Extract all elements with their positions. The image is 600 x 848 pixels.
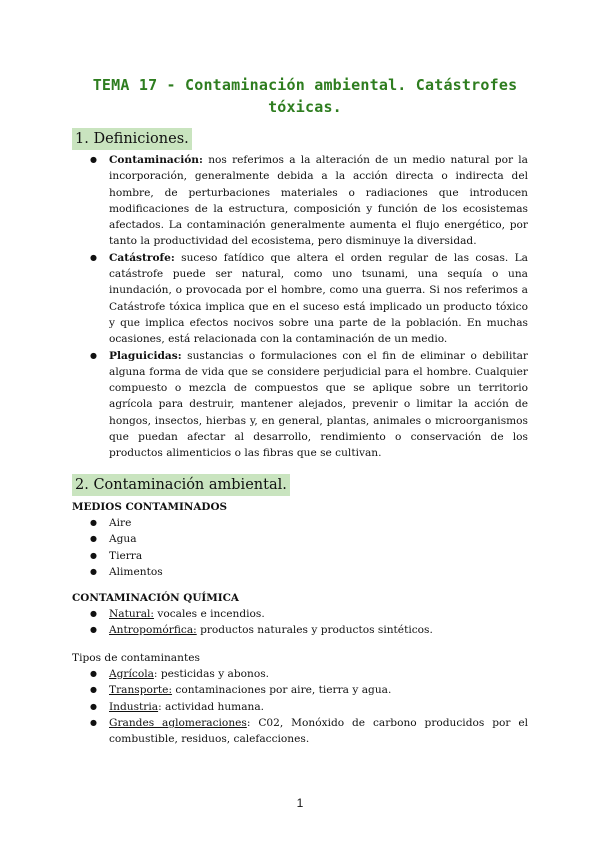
- item-term: Antropomórfica:: [109, 624, 197, 637]
- medios-list: [90, 515, 528, 580]
- section-heading-definiciones: 1. Definiciones.: [72, 128, 192, 150]
- item-text: : actividad humana.: [158, 700, 265, 713]
- item-term: Grandes aglomeraciones: [109, 716, 247, 729]
- item-text: : pesticidas y abonos.: [153, 668, 270, 680]
- definition-term: Contaminación:: [109, 154, 203, 166]
- item-text: productos naturales y productos sintéticos.: [196, 624, 433, 637]
- list-item: [90, 622, 528, 638]
- quimica-title: CONTAMINACIÓN QUÍMICA: [72, 592, 239, 604]
- definition-term: Plaguicidas:: [109, 349, 182, 362]
- definition-contaminacion: [90, 152, 528, 250]
- list-item: ● Aire: [90, 515, 528, 531]
- definition-term: Catástrofe:: [109, 251, 175, 264]
- item-term: Industria: [109, 700, 159, 713]
- page-number: 1: [296, 796, 304, 810]
- item-term: Agrícola: [109, 668, 154, 680]
- item-text: : C02, Monóxido de carbono producidos por el combustible, residuos, calefacciones.: [109, 716, 528, 746]
- quimica-list: [90, 606, 528, 639]
- list-item: ● Tierra: [90, 548, 528, 564]
- list-item: [90, 606, 528, 622]
- definition-text: nos referimos a la alteración de un medio natural por la incorporación, generalmente debida a la acción directa o indirecta del hombre, de perturbaciones materiales o radiaciones que introducen modificaciones de la estructura, composición y función de los ecosistemas afectados. La contaminación generalmente aumenta el flujo energético, por tanto la productividad del ecosistema, pero disminuye la diversidad.: [109, 154, 528, 248]
- document-title: TEMA 17 - Contaminación ambiental. Catástrofes tóxicas.: [92, 76, 518, 116]
- definitions-list: [90, 152, 528, 462]
- item-text: vocales e incendios.: [154, 608, 265, 620]
- list-item: [90, 666, 528, 682]
- list-item: [90, 699, 528, 715]
- definition-plaguicidas: [90, 348, 528, 462]
- list-item: ● Agua: [90, 531, 528, 547]
- item-term: Natural:: [109, 608, 155, 620]
- item-text: contaminaciones por aire, tierra y agua.: [172, 684, 392, 697]
- definition-text: suceso fatídico que altera el orden regular de las cosas. La catástrofe puede ser natural, como uno tsunami, una sequía o una inundación, o provocada por el hombre, como una guerra. Si nos referimos a Catástrofe tóxica implica que en el suceso está implicado un producto tóxico y que implica efectos nocivos sobre una parte de la población. En muchas ocasiones, está relacionada con la contaminación de un medio.: [109, 251, 528, 346]
- tipos-title: Tipos de contaminantes: [72, 652, 200, 664]
- medios-title: MEDIOS CONTAMINADOS: [72, 501, 227, 513]
- item-term: Transporte:: [109, 684, 173, 697]
- definition-text: sustancias o formulaciones con el fin de eliminar o debilitar alguna forma de vida que se considere perjudicial para el hombre. Cualquier compuesto o mezcla de compuestos que se aplique sobre un territorio agrícola para destruir, mantener alejados, prevenir o limitar la acción de hongos, insectos, hierbas y, en general, plantas, animales o microorganismos que puedan afectar al desarrollo, rendimiento o conservación de los productos alimenticios o las fibras que se cultivan.: [109, 349, 528, 460]
- definition-catastrofe: [90, 250, 528, 348]
- list-item: [90, 682, 528, 698]
- list-item: [90, 715, 528, 748]
- tipos-list: [90, 666, 528, 747]
- section-heading-contaminacion: 2. Contaminación ambiental.: [72, 474, 290, 496]
- list-item: ● Alimentos: [90, 564, 528, 580]
